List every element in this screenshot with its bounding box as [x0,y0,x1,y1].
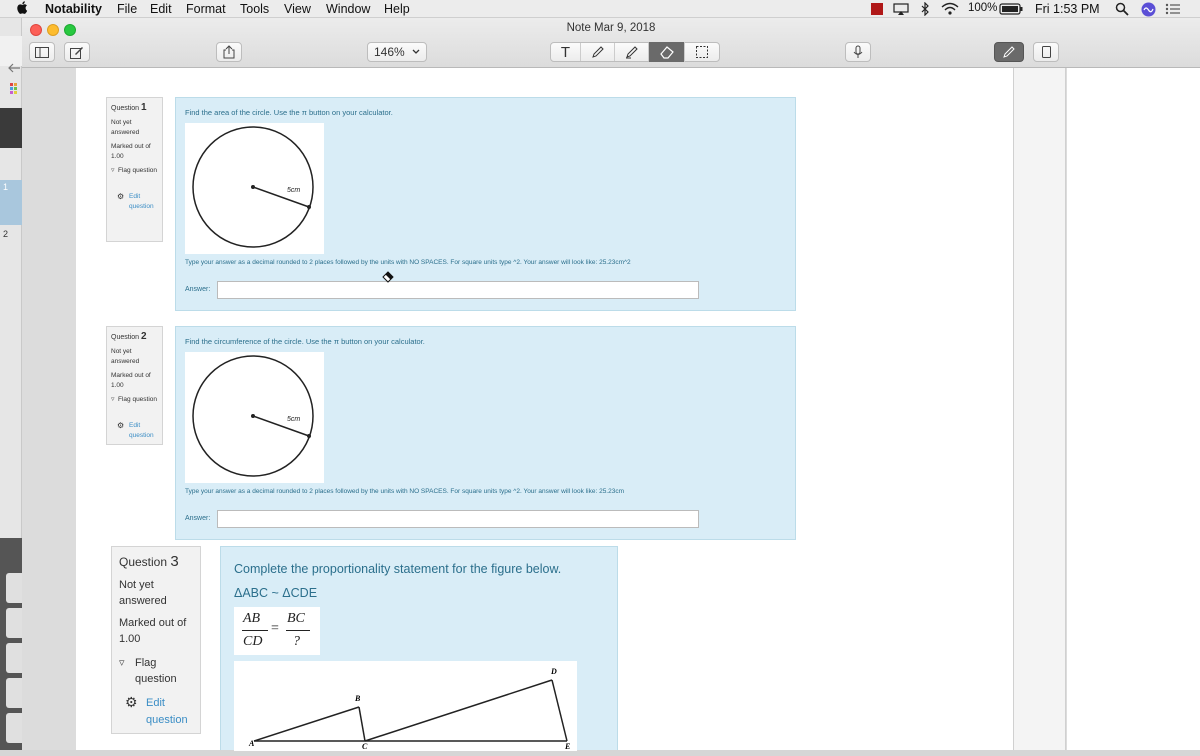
fraction-denominator-2: ? [293,634,300,649]
share-button[interactable] [216,42,242,62]
close-window-button[interactable] [30,24,42,36]
chevron-down-icon [412,49,420,55]
microphone-icon [853,45,863,59]
vertex-b-label: B [355,694,361,703]
menu-edit[interactable]: Edit [150,2,172,16]
strip-tab-1[interactable] [6,573,22,603]
question-2-answer-label: Answer: [185,515,211,522]
pen-options-button[interactable] [994,42,1024,62]
flag-label: Flag question [118,396,158,403]
question-number: 2 [140,331,147,342]
page-view-button[interactable] [1033,42,1059,62]
background-window-strip [0,18,22,750]
airplay-icon[interactable] [893,3,909,18]
strip-number-2: 2 [3,229,9,239]
notification-center-icon[interactable] [1165,3,1181,18]
question-1-prompt: Find the area of the circle. Use the π button on your calculator. [185,108,393,117]
zoom-select[interactable] [367,42,427,62]
fraction-bar-1 [242,630,268,631]
question-label: Question [111,334,140,341]
sidebar-toggle-button[interactable] [29,42,55,62]
flag-icon: ▿ [111,396,115,403]
bluetooth-icon[interactable] [920,2,930,19]
circle-diagram-1 [185,123,324,254]
question-label: Question [119,555,168,569]
menu-tools[interactable]: Tools [240,2,270,16]
gear-icon: ⚙ [117,421,125,430]
question-2-prompt: Find the circumference of the circle. Use the π button on your calculator. [185,337,425,346]
question-3-content [220,546,618,750]
question-2-heading [111,331,147,342]
wifi-icon[interactable] [941,2,959,18]
circle-diagram-2 [185,352,324,483]
question-number: 1 [140,102,147,113]
radius-label: 5cm [287,187,301,194]
pencil-icon [591,45,605,59]
pencil-tool-button[interactable] [581,43,615,61]
menu-window[interactable]: Window [326,2,371,16]
question-label: Question [111,105,140,112]
spotlight-search-icon[interactable] [1115,2,1129,19]
radius-label: 5cm [287,416,301,423]
question-2-answer-input[interactable] [217,510,699,528]
back-arrow-icon[interactable] [8,60,20,78]
question-3-prompt: Complete the proportionality statement for the figure below. [234,562,562,576]
strip-tab-3[interactable] [6,643,22,673]
flag-icon: ▿ [119,657,125,669]
question-2-info [106,326,163,445]
question-3-flag[interactable] [119,655,195,687]
question-3-heading [119,553,179,570]
strip-tab-4[interactable] [6,678,22,708]
eraser-cursor-icon [382,270,394,288]
question-1-edit[interactable] [111,192,159,212]
adjacent-page [1067,68,1200,750]
vertex-e-label: E [565,742,571,751]
page-margin [1013,68,1066,750]
battery-percent: 100% [968,2,998,14]
question-1-content [175,97,796,311]
question-2-content [175,326,796,540]
question-2-status: Not yet answered [111,348,140,365]
flag-icon: ▿ [111,167,115,174]
question-3-info [111,546,201,734]
question-1-heading [111,102,147,113]
window-title: Note Mar 9, 2018 [566,22,656,34]
strip-tab-5[interactable] [6,713,22,743]
highlighter-icon [625,45,639,59]
fraction-numerator-1: AB [243,611,261,626]
lasso-tool-button[interactable] [685,43,719,61]
tool-segmented-control [550,42,720,62]
strip-dark-block [0,108,22,148]
app-menu[interactable]: Notability [45,2,102,16]
zoom-value: 146% [374,45,405,59]
question-1-marked: Marked out of 1.00 [111,143,151,160]
fraction-bar-2 [286,630,310,631]
pen-icon [1002,45,1016,59]
lasso-select-icon [695,45,709,59]
menu-file[interactable]: File [117,2,138,16]
menu-bar [0,0,1200,18]
question-3-similarity: ΔABC ~ ΔCDE [234,586,318,600]
vertex-c-label: C [362,742,368,751]
question-1-flag[interactable] [111,166,159,176]
strip-tab-2[interactable] [6,608,22,638]
clock[interactable]: Fri 1:53 PM [1035,2,1100,16]
vertex-a-label: A [249,739,255,748]
fraction-numerator-2: BC [287,611,305,626]
edit-label: Edit question [129,422,154,439]
fraction-denominator-1: CD [243,634,263,649]
triangle-figure [234,661,577,751]
vertex-d-label: D [551,667,557,676]
eraser-icon [659,45,675,59]
flag-label: Flag question [118,167,158,174]
menu-format[interactable]: Format [186,2,226,16]
flag-label: Flag question [135,657,177,685]
gear-icon: ⚙ [125,694,138,710]
question-1-answer-label: Answer: [185,286,211,293]
question-2-edit[interactable] [111,421,159,441]
battery-icon[interactable] [999,3,1023,18]
question-1-answer-input[interactable] [217,281,699,299]
minimize-window-button[interactable] [47,24,59,36]
edit-label: Edit question [146,697,188,726]
question-1-info [106,97,163,242]
question-2-marked: Marked out of 1.00 [111,372,151,389]
menu-view[interactable]: View [284,2,311,16]
question-2-flag[interactable] [111,395,159,405]
menu-help[interactable]: Help [384,2,410,16]
question-3-edit[interactable] [119,695,195,729]
record-audio-button[interactable] [845,42,871,62]
highlighter-tool-button[interactable] [615,43,649,61]
question-3-marked: Marked out of 1.00 [119,617,187,645]
question-1-status: Not yet answered [111,119,140,136]
eraser-tool-button[interactable] [649,42,685,62]
grid-icon[interactable] [10,82,20,100]
equals-sign: = [271,621,279,636]
pages-icon [1040,45,1052,59]
recording-icon[interactable] [871,3,883,15]
edit-label: Edit question [129,193,154,210]
apple-icon[interactable] [17,1,28,17]
zoom-window-button[interactable] [64,24,76,36]
proportion-statement [234,607,320,655]
question-2-instructions: Type your answer as a decimal rounded to 2 places followed by the units with NO SPACES. For square units type ^2. Your answer will look like: 25.23cm [185,488,625,495]
new-note-button[interactable] [64,42,90,62]
question-1-instructions: Type your answer as a decimal rounded to 2 places followed by the units with NO SPACES. For square units type ^2. Your answer will look like: 25.23cm^2 [185,259,631,266]
strip-number-1: 1 [3,182,9,192]
question-3-status: Not yet answered [119,579,167,607]
gear-icon: ⚙ [117,192,125,201]
question-number: 3 [170,553,179,570]
text-tool-button[interactable]: T [551,43,581,61]
